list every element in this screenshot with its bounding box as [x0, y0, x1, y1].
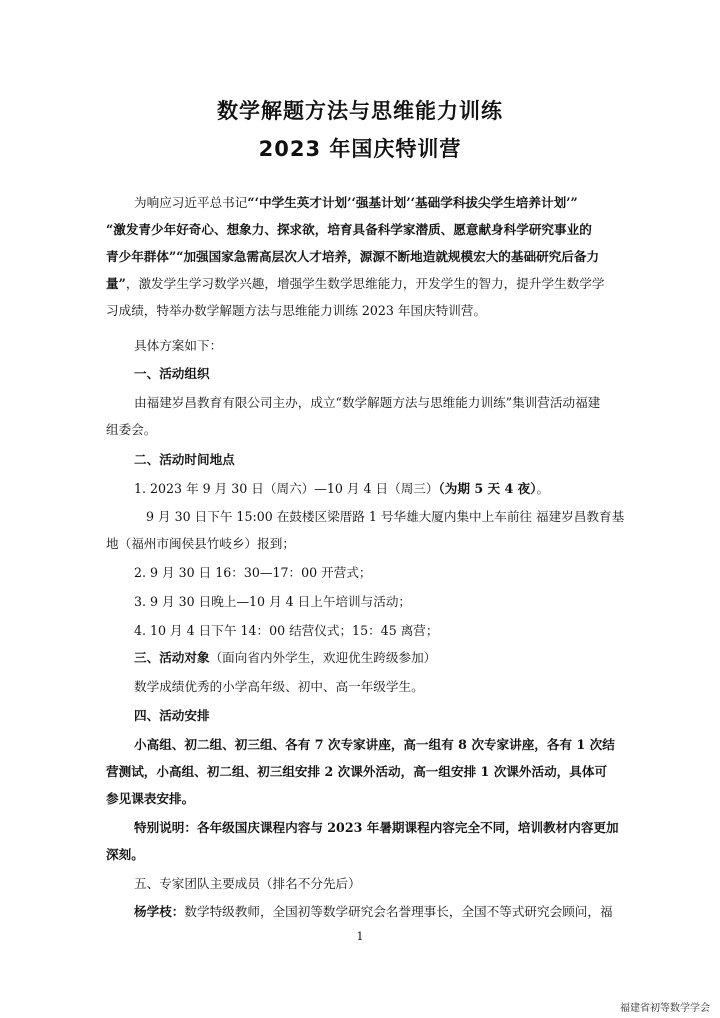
- section-4-heading: 四、活动安排: [134, 708, 210, 723]
- section-5-heading: 五、专家团队主要成员（排名不分先后）: [134, 876, 361, 891]
- period: 。: [536, 481, 550, 496]
- section-5-line-1: [134, 902, 616, 922]
- section-1-line-2: 组委会。: [106, 422, 157, 437]
- section-2-line-6: 4. 10 月 4 日下午 14：00 结营仪式；15：45 离营；: [134, 623, 439, 638]
- expert-desc: 数学特级教师，全国初等数学研究会名誉理事长，全国不等式研究会顾问，福: [184, 904, 613, 919]
- section-2-line-2: 9 月 30 日下午 15:00 在鼓楼区梁厝路 1 号华雄大厦内集中上车前往 福建岁昌教育基: [146, 509, 625, 524]
- doc-title: 数学解题方法与思维能力训练: [217, 99, 503, 123]
- section-3-heading: 三、活动对象: [134, 650, 210, 665]
- doc-subtitle: 2023 年国庆特训营: [258, 137, 462, 161]
- section-1-line-1: 由福建岁昌教育有限公司主办，成立“数学解题方法与思维能力训练”集训营活动福建: [134, 395, 601, 410]
- section-2-line-5: 3. 9 月 30 日晚上—10 月 4 日上午培训与活动；: [134, 594, 412, 609]
- section-1-heading: 一、活动组织: [134, 366, 210, 381]
- watermark: 福建省初等数学学会: [620, 1003, 710, 1014]
- section-4-line-1: 小高组、初二组、初三组、各有 7 次专家讲座，高一组有 8 次专家讲座，各有 1 次结: [134, 737, 615, 752]
- plan-line: 具体方案如下：: [134, 338, 223, 353]
- intro-line-5: 习成绩，特举办数学解题方法与思维能力训练 2023 年国庆特训营。: [106, 303, 487, 318]
- intro-line-3: 青少年群体”“加强国家急需高层次人才培养，源源不断地造就规模宏大的基础研究后备力: [106, 249, 600, 264]
- intro-line-2: “激发青少年好奇心、想象力、探求欲，培育具备科学家潜质、愿意献身科学研究事业的: [106, 222, 592, 237]
- section-3-line-1: 数学成绩优秀的小学高年级、初中、高一年级学生。: [134, 679, 424, 694]
- intro-bold-quote: “‘中学生英才计划’‘强基计划’‘基础学科拔尖学生培养计划’”: [247, 195, 578, 210]
- date-range: 1. 2023 年 9 月 30 日（周六）—10 月 4 日（周三）: [134, 481, 439, 496]
- intro-line-4: [106, 274, 616, 294]
- page-number: 1: [356, 930, 364, 943]
- section-2-heading: 二、活动时间地点: [134, 452, 235, 467]
- section-4-line-4: 特别说明：各年级国庆课程内容与 2023 年暑期课程内容完全不同，培训教材内容更加: [134, 820, 619, 835]
- section-3-heading-line: [134, 648, 616, 668]
- section-4-line-3: 参见课表安排。: [106, 791, 195, 806]
- section-4-line-5: 深刻。: [106, 847, 144, 862]
- duration: （为期 5 天 4 夜）: [438, 481, 537, 496]
- intro-text: 为响应习近平总书记: [134, 195, 248, 210]
- intro-line-1: [134, 193, 616, 213]
- section-2-line-4: 2. 9 月 30 日 16：30—17：00 开营式；: [134, 565, 372, 580]
- section-4-line-2: 营测试，小高组、初二组、初三组安排 2 次课外活动，高一组安排 1 次课外活动，具体可: [106, 764, 608, 779]
- expert-name: 杨学枝：: [134, 904, 185, 919]
- intro-text: ，激发学生学习数学兴趣，增强学生数学思维能力，开发学生的智力，提升学生数学学: [125, 276, 605, 291]
- section-2-line-1: [134, 479, 616, 499]
- section-2-line-3: 地（福州市闽侯县竹岐乡）报到；: [106, 536, 295, 551]
- intro-bold-end: 量”: [106, 276, 126, 291]
- section-3-note: （面向省内外学生，欢迎优生跨级参加）: [209, 650, 437, 665]
